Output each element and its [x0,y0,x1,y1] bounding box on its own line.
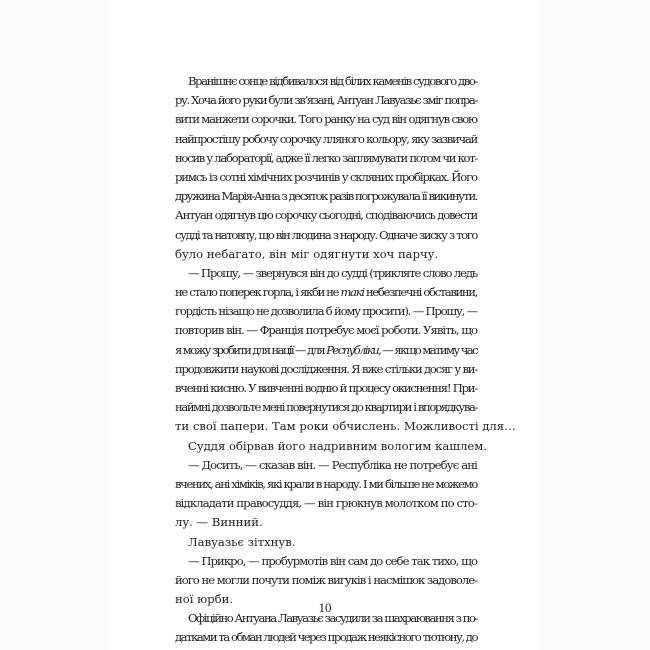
text-line [175,149,477,168]
text-line [175,321,477,340]
body-text [175,72,516,648]
book-page [110,0,540,650]
text-line [175,417,516,436]
text-line [175,341,477,360]
text-segment: найпростішу робочу сорочку лляного кольору, яку зазвичай [175,131,477,146]
text-segment: — Досить, — сказав він. — Республіка не потребує ані [188,457,477,472]
text-line [175,187,477,206]
text-segment: лу. — Винний. [175,515,263,530]
text-segment: судді та натовпу, що він людина з народу. Одначе зиску з того [175,227,477,242]
text-segment: вчених, ані хіміків, які крали в народу. І ми більше не можемо [175,476,477,491]
text-segment: було небагато, він міг одягнути хоч парчу. [175,246,439,261]
text-line [175,130,477,149]
text-line [175,283,477,302]
text-segment: — Прикро, — пробурмотів він сам до себе так тихо, що [188,553,477,568]
italic-text: Республіки [326,342,379,357]
text-segment: повторив він. — Франція потребує моєї роботи. Уявіть, що [175,323,477,338]
text-line [175,628,477,647]
text-line [175,360,477,379]
text-line [175,302,477,321]
text-segment: його не могли почути поміж вигуків і насмішок задоволе- [175,572,477,587]
text-segment: Офіційно Антуана Лавуазьє засудили за шахраювання з по- [188,611,477,626]
text-line [175,513,477,532]
text-segment: я можу зробити для нації — для [175,342,327,357]
text-line [175,552,477,571]
text-segment: Суддя обірвав його надривним вологим кашлем. [188,438,487,453]
text-segment: ру. Хоча його руки були зв’язані, Антуан Лавуазьє зміг попра- [175,93,477,108]
italic-text: такі [340,285,364,300]
text-segment: дружина Марія-Анна з десяток разів погрожувала її викинути. [175,189,477,204]
text-segment: небезпечні обставини, [363,285,477,300]
text-segment: , — якщо матиму час [378,342,477,357]
text-segment: вити манжети сорочки. Того ранку на суд він одягнув свою [175,112,477,127]
text-line [175,437,487,456]
text-segment: датками та обман людей через продаж неякісного тютюну, до [175,630,477,645]
text-segment: ної юрби. [175,592,234,607]
text-segment: гордість нізащо не дозволила б йому просити). — Прошу, — [175,304,477,319]
text-line [175,398,477,417]
page-number: 10 [318,600,332,615]
text-segment: наймні дозвольте мені повернутися до квартири і впорядкува- [175,400,477,415]
text-segment: відкладати правосуддя, — він грюкнув молотком по сто- [175,496,477,511]
text-line [175,91,477,110]
text-segment: продовжити наукові дослідження. Я вже стільки досяг у ви- [175,361,477,376]
text-line [175,206,477,225]
text-segment: вченні кисню. У вивченні водню й процесу окиснення! При- [175,381,477,395]
text-line [175,72,477,91]
text-segment: Антуан одягнув цю сорочку сьогодні, сподіваючись довести [175,208,477,223]
text-line [175,379,477,398]
text-segment: носив у лабораторії, адже її легко заплямувати потом чи кот- [175,150,477,165]
text-segment: Лавуазьє зітхнув. [188,534,296,549]
text-line [175,533,477,552]
text-line [175,456,477,475]
text-line [175,110,477,129]
text-segment: ти свої папери. Там роки обчислень. Можливості для… [175,419,516,434]
text-segment: — Прошу, — звернувся він до судді (трикляте слово ледь [188,265,477,280]
text-line [175,475,477,494]
text-segment: Вранішнє сонце відбивалося від білих каменів судового дво- [188,74,477,88]
text-line [175,226,477,245]
text-line [175,168,477,187]
text-line [175,245,477,264]
text-line [175,494,477,513]
text-segment: римсь із сотні хімічних розчинів у скляних пробірках. Його [175,169,477,184]
text-line [175,264,477,283]
text-segment: не стало поперек горла, і якби не [175,285,341,300]
text-line [175,571,477,590]
